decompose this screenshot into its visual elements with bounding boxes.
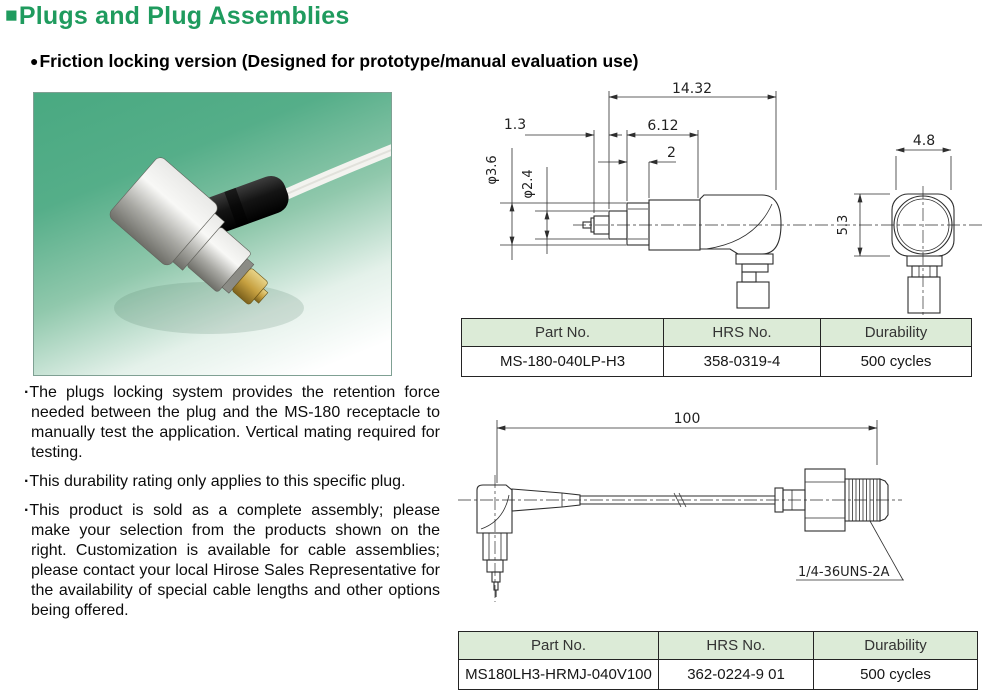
svg-text:6.12: 6.12 xyxy=(647,118,679,134)
note-text-2: This durability rating only applies to this specific plug. xyxy=(29,473,406,490)
note-text-3: This product is sold as a complete assembly; please make your selection from the products shown on the right. Customization is available for cable assemblies; please contact your local Hirose Sales Representative for the availability of special cable lengths and other options being offered. xyxy=(29,502,440,619)
notes-list xyxy=(24,383,440,630)
dim-body-width xyxy=(896,133,951,190)
header-part-no: Part No. xyxy=(459,632,659,660)
header-part-no: Part No. xyxy=(462,319,664,347)
dim-diameter-inner xyxy=(521,167,608,254)
svg-text:φ2.4: φ2.4 xyxy=(521,169,536,199)
header-durability: Durability xyxy=(814,632,978,660)
note-bullet: · xyxy=(24,384,30,401)
cable-assembly-drawing xyxy=(440,390,986,628)
cell-durability: 500 cycles xyxy=(814,660,978,690)
plug-table xyxy=(461,318,972,377)
cable-edge-line xyxy=(280,149,391,197)
svg-text:1/4-36UNS-2A: 1/4-36UNS-2A xyxy=(798,565,890,580)
plug-table-header-row xyxy=(462,319,972,347)
page-title-text: Plugs and Plug Assemblies xyxy=(18,2,350,30)
bullet-circle-icon: ● xyxy=(30,53,39,69)
page-subtitle xyxy=(30,51,638,72)
cell-hrs-no: 362-0224-9 01 xyxy=(659,660,814,690)
svg-text:4.8: 4.8 xyxy=(912,133,936,149)
dim-overall-length xyxy=(609,82,776,209)
plug-dimension-drawing xyxy=(440,82,986,318)
plug-side-view xyxy=(583,195,781,308)
dim-diameter-outer xyxy=(485,148,626,260)
product-photo xyxy=(33,92,392,376)
note-paragraph-1 xyxy=(24,383,440,463)
plug-photo-illustration xyxy=(34,93,391,375)
svg-text:100: 100 xyxy=(673,411,701,427)
cell-durability: 500 cycles xyxy=(821,347,972,377)
cell-part-no: MS180LH3-HRMJ-040V100 xyxy=(459,660,659,690)
note-paragraph-3 xyxy=(24,501,440,621)
svg-text:2: 2 xyxy=(667,145,676,161)
thread-callout xyxy=(796,521,904,580)
assembly-table-row xyxy=(459,660,978,690)
header-hrs-no: HRS No. xyxy=(659,632,814,660)
assembly-table-header-row xyxy=(459,632,978,660)
svg-text:5.3: 5.3 xyxy=(836,214,851,236)
note-paragraph-2 xyxy=(24,472,440,492)
dim-knurl-width xyxy=(598,145,676,198)
plug-shadow xyxy=(114,282,304,334)
header-durability: Durability xyxy=(821,319,972,347)
cell-hrs-no: 358-0319-4 xyxy=(664,347,821,377)
page-title xyxy=(5,2,349,31)
header-hrs-no: HRS No. xyxy=(664,319,821,347)
svg-text:φ3.6: φ3.6 xyxy=(485,155,500,185)
note-bullet: · xyxy=(24,502,30,519)
svg-text:1.3: 1.3 xyxy=(503,117,527,133)
assembly-plug-side xyxy=(477,485,580,597)
section-square-icon: ■ xyxy=(5,4,18,27)
note-bullet: · xyxy=(24,473,30,490)
plug-end-view xyxy=(892,186,954,318)
dim-cable-length xyxy=(497,411,877,483)
assembly-table xyxy=(458,631,978,690)
svg-text:14.32: 14.32 xyxy=(671,82,713,97)
page-subtitle-text: Friction locking version (Designed for prototype/manual evaluation use) xyxy=(39,51,639,71)
cell-part-no: MS-180-040LP-H3 xyxy=(462,347,664,377)
plug-table-row xyxy=(462,347,972,377)
note-text-1: The plugs locking system provides the retention force needed between the plug and the MS-180 receptacle to manually test the application. Vertical mating required for testing. xyxy=(29,384,440,461)
